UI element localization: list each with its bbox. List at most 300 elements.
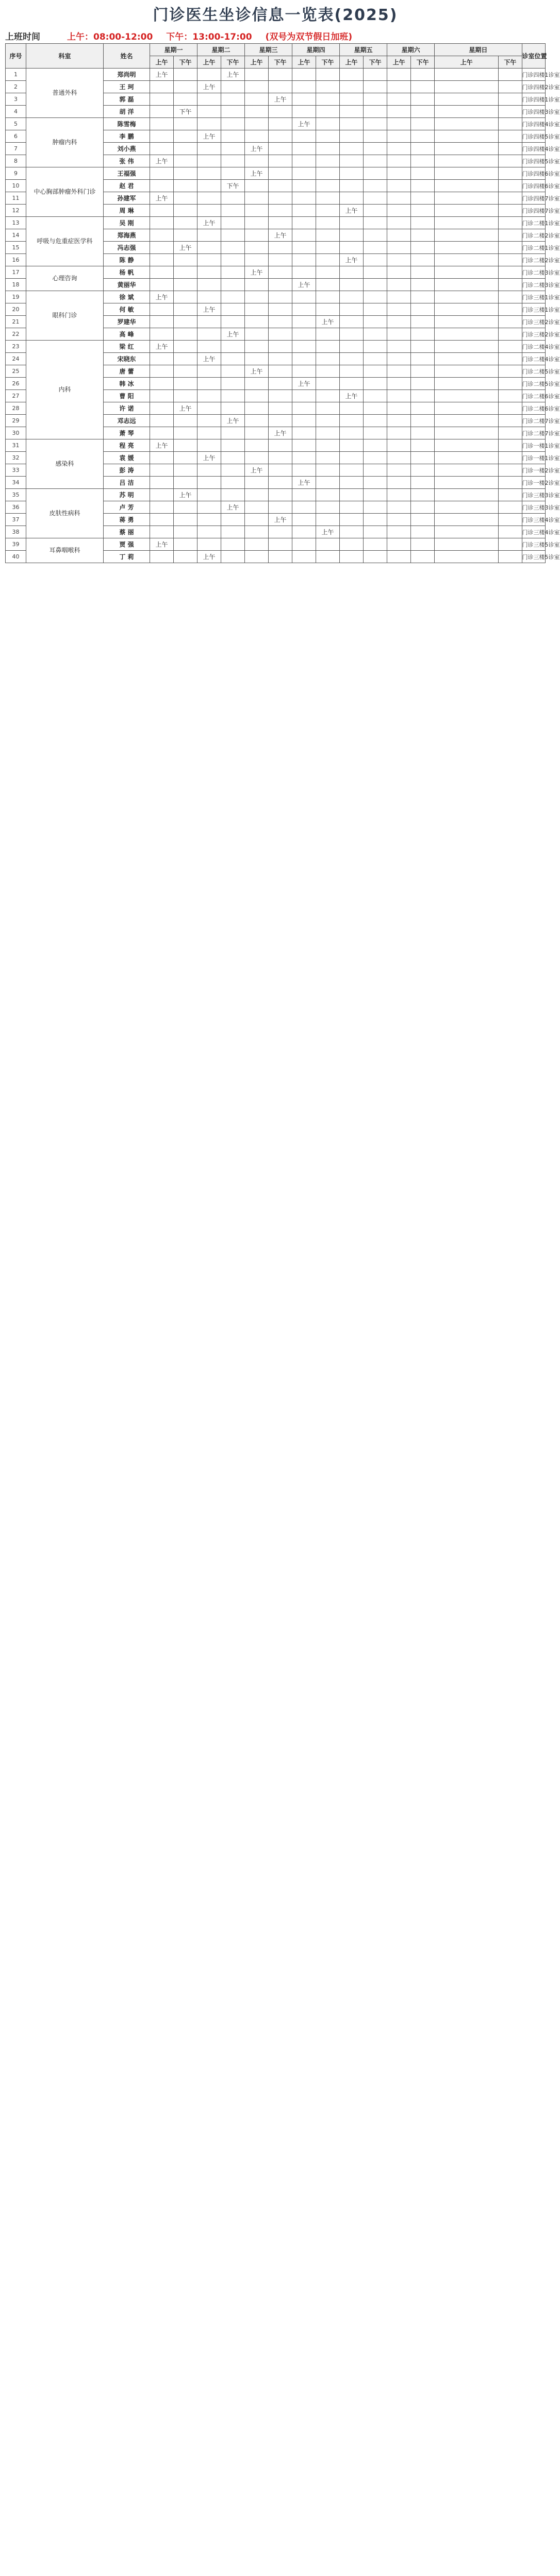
room-location: 门诊二楼4诊室: [522, 353, 545, 365]
schedule-slot: [499, 551, 522, 563]
schedule-slot: [197, 328, 221, 341]
schedule-slot: [364, 155, 387, 167]
schedule-slot: [150, 452, 174, 464]
schedule-slot: [435, 93, 499, 106]
schedule-slot: 上午: [292, 118, 316, 130]
room-location: 门诊四楼5诊室: [522, 155, 545, 167]
schedule-slot: [316, 303, 340, 316]
doctor-name: 胡 洋: [104, 106, 150, 118]
schedule-slot: [435, 81, 499, 93]
schedule-slot: [316, 118, 340, 130]
schedule-slot: [269, 439, 292, 452]
schedule-slot: [150, 489, 174, 501]
doctor-name: 黄丽华: [104, 279, 150, 291]
schedule-slot: [316, 477, 340, 489]
schedule-slot: [150, 143, 174, 155]
schedule-slot: [292, 254, 316, 266]
schedule-slot: [292, 415, 316, 427]
schedule-slot: [435, 180, 499, 192]
schedule-slot: [221, 390, 245, 402]
schedule-slot: [411, 143, 435, 155]
doctor-name: 许 诺: [104, 402, 150, 415]
schedule-slot: [387, 303, 411, 316]
schedule-slot: [364, 118, 387, 130]
schedule-slot: [197, 167, 221, 180]
schedule-slot: [316, 328, 340, 341]
schedule-slot: [292, 167, 316, 180]
schedule-slot: [387, 378, 411, 390]
row-number: 38: [6, 526, 26, 538]
schedule-slot: [316, 551, 340, 563]
schedule-slot: [269, 452, 292, 464]
schedule-slot: [499, 242, 522, 254]
schedule-slot: [292, 427, 316, 439]
hours-note: (双号为双节假日加班): [265, 31, 353, 42]
schedule-slot: [174, 390, 197, 402]
room-location: 门诊四楼4诊室: [522, 143, 545, 155]
schedule-slot: [292, 551, 316, 563]
schedule-slot: [435, 439, 499, 452]
schedule-slot: [340, 501, 364, 514]
schedule-slot: [150, 501, 174, 514]
schedule-slot: [340, 514, 364, 526]
room-location: 门诊三楼4诊室: [522, 526, 545, 538]
schedule-slot: 上午: [245, 266, 269, 279]
schedule-slot: [411, 526, 435, 538]
col-am: 上午: [435, 56, 499, 69]
schedule-slot: 上午: [245, 464, 269, 477]
doctor-name: 韩 冰: [104, 378, 150, 390]
schedule-slot: [316, 514, 340, 526]
schedule-slot: [269, 106, 292, 118]
schedule-slot: [387, 390, 411, 402]
department-name: 肿瘤内科: [26, 118, 104, 167]
schedule-slot: [245, 341, 269, 353]
department-name: 感染科: [26, 439, 104, 489]
schedule-slot: [364, 266, 387, 279]
schedule-slot: [435, 291, 499, 303]
col-pm: 下午: [411, 56, 435, 69]
schedule-slot: [269, 341, 292, 353]
room-location: 门诊四楼5诊室: [522, 130, 545, 143]
schedule-slot: [316, 143, 340, 155]
schedule-slot: [411, 390, 435, 402]
schedule-slot: [411, 291, 435, 303]
schedule-slot: [499, 180, 522, 192]
doctor-name: 郑海燕: [104, 229, 150, 242]
schedule-slot: [316, 353, 340, 365]
schedule-slot: [197, 279, 221, 291]
schedule-slot: [387, 155, 411, 167]
schedule-slot: [269, 279, 292, 291]
room-location: 门诊四楼1诊室: [522, 69, 545, 81]
schedule-slot: [245, 402, 269, 415]
schedule-slot: [364, 464, 387, 477]
schedule-slot: [411, 118, 435, 130]
doctor-name: 罗建华: [104, 316, 150, 328]
schedule-slot: [269, 538, 292, 551]
schedule-slot: [499, 501, 522, 514]
schedule-slot: [174, 316, 197, 328]
schedule-slot: [316, 279, 340, 291]
schedule-slot: [435, 477, 499, 489]
schedule-slot: [435, 130, 499, 143]
room-location: 门诊二楼7诊室: [522, 427, 545, 439]
schedule-slot: [499, 217, 522, 229]
hours-label: 上班时间: [5, 31, 40, 42]
schedule-slot: [411, 106, 435, 118]
department-name: 普通外科: [26, 69, 104, 118]
schedule-slot: [435, 551, 499, 563]
doctor-name: 何 敏: [104, 303, 150, 316]
schedule-slot: [245, 229, 269, 242]
room-location: 门诊四楼7诊室: [522, 205, 545, 217]
col-am: 上午: [197, 56, 221, 69]
schedule-slot: [197, 390, 221, 402]
schedule-slot: [292, 439, 316, 452]
schedule-slot: [499, 402, 522, 415]
schedule-slot: [245, 452, 269, 464]
schedule-slot: [364, 402, 387, 415]
schedule-slot: [435, 155, 499, 167]
schedule-slot: 上午: [150, 291, 174, 303]
schedule-slot: [292, 242, 316, 254]
schedule-slot: [340, 538, 364, 551]
schedule-slot: [269, 415, 292, 427]
schedule-slot: [340, 452, 364, 464]
schedule-slot: [499, 81, 522, 93]
schedule-slot: [150, 229, 174, 242]
schedule-slot: 上午: [292, 279, 316, 291]
schedule-slot: [499, 93, 522, 106]
schedule-slot: [364, 81, 387, 93]
schedule-slot: [364, 106, 387, 118]
schedule-slot: [499, 526, 522, 538]
table-row: [6, 538, 546, 551]
schedule-slot: [411, 316, 435, 328]
schedule-slot: [269, 143, 292, 155]
schedule-slot: [387, 514, 411, 526]
schedule-slot: 上午: [150, 155, 174, 167]
schedule-slot: [174, 118, 197, 130]
schedule-slot: [174, 291, 197, 303]
schedule-slot: [174, 155, 197, 167]
schedule-slot: [174, 526, 197, 538]
schedule-slot: [316, 155, 340, 167]
schedule-slot: [221, 526, 245, 538]
schedule-slot: [197, 229, 221, 242]
schedule-slot: [221, 477, 245, 489]
row-number: 31: [6, 439, 26, 452]
schedule-slot: [269, 316, 292, 328]
schedule-slot: [435, 205, 499, 217]
schedule-slot: [316, 365, 340, 378]
schedule-slot: [174, 217, 197, 229]
col-dept: 科室: [26, 44, 104, 69]
schedule-slot: [269, 303, 292, 316]
schedule-slot: [435, 229, 499, 242]
schedule-slot: [499, 538, 522, 551]
schedule-slot: [269, 489, 292, 501]
room-location: 门诊二楼5诊室: [522, 365, 545, 378]
schedule-slot: [245, 514, 269, 526]
doctor-name: 袁 媛: [104, 452, 150, 464]
table-row: [6, 266, 546, 279]
row-number: 14: [6, 229, 26, 242]
schedule-slot: [292, 130, 316, 143]
schedule-slot: [221, 143, 245, 155]
schedule-slot: [292, 229, 316, 242]
schedule-slot: [435, 242, 499, 254]
doctor-name: 蒋 勇: [104, 514, 150, 526]
schedule-slot: [435, 254, 499, 266]
schedule-slot: [292, 365, 316, 378]
schedule-slot: [435, 106, 499, 118]
schedule-slot: [197, 427, 221, 439]
schedule-slot: [245, 303, 269, 316]
schedule-slot: [340, 155, 364, 167]
col-location: 诊室位置: [522, 44, 545, 69]
schedule-slot: [150, 106, 174, 118]
doctor-name: 杨 帆: [104, 266, 150, 279]
row-number: 11: [6, 192, 26, 205]
schedule-table: [5, 43, 560, 563]
schedule-slot: [197, 526, 221, 538]
schedule-slot: [411, 81, 435, 93]
schedule-slot: [174, 266, 197, 279]
schedule-slot: 上午: [150, 538, 174, 551]
schedule-slot: [245, 205, 269, 217]
row-number: 37: [6, 514, 26, 526]
schedule-slot: [197, 266, 221, 279]
schedule-slot: [292, 526, 316, 538]
schedule-slot: [221, 316, 245, 328]
doctor-name: 程 亮: [104, 439, 150, 452]
schedule-slot: [499, 514, 522, 526]
schedule-slot: [340, 167, 364, 180]
schedule-slot: [499, 452, 522, 464]
room-location: 门诊四楼2诊室: [522, 81, 545, 93]
table-row: [6, 291, 546, 303]
schedule-slot: [340, 353, 364, 365]
schedule-slot: [340, 378, 364, 390]
schedule-slot: [316, 452, 340, 464]
schedule-slot: [340, 439, 364, 452]
row-number: 30: [6, 427, 26, 439]
row-number: 17: [6, 266, 26, 279]
schedule-slot: [269, 217, 292, 229]
row-number: 24: [6, 353, 26, 365]
schedule-slot: [364, 254, 387, 266]
schedule-slot: [221, 538, 245, 551]
schedule-slot: [499, 69, 522, 81]
schedule-slot: [221, 402, 245, 415]
schedule-slot: [197, 341, 221, 353]
row-number: 13: [6, 217, 26, 229]
schedule-slot: [411, 538, 435, 551]
schedule-slot: [174, 81, 197, 93]
department-name: 心理咨询: [26, 266, 104, 291]
schedule-slot: [269, 69, 292, 81]
row-number: 39: [6, 538, 26, 551]
room-location: 门诊三楼2诊室: [522, 316, 545, 328]
schedule-slot: [364, 353, 387, 365]
schedule-slot: [435, 69, 499, 81]
doctor-name: 贾 强: [104, 538, 150, 551]
schedule-slot: [292, 390, 316, 402]
schedule-slot: [435, 303, 499, 316]
schedule-slot: [499, 378, 522, 390]
schedule-slot: [316, 180, 340, 192]
schedule-slot: [435, 217, 499, 229]
schedule-slot: [411, 514, 435, 526]
schedule-slot: [174, 538, 197, 551]
schedule-slot: [221, 291, 245, 303]
schedule-slot: [150, 303, 174, 316]
row-number: 20: [6, 303, 26, 316]
schedule-slot: [269, 501, 292, 514]
schedule-slot: [387, 551, 411, 563]
schedule-slot: [197, 254, 221, 266]
schedule-slot: [316, 341, 340, 353]
schedule-slot: [411, 551, 435, 563]
room-location: 门诊四楼6诊室: [522, 180, 545, 192]
schedule-slot: [150, 205, 174, 217]
schedule-slot: [435, 501, 499, 514]
schedule-slot: [499, 106, 522, 118]
schedule-slot: [364, 279, 387, 291]
schedule-slot: [340, 279, 364, 291]
schedule-slot: [435, 341, 499, 353]
schedule-slot: [387, 365, 411, 378]
schedule-slot: [340, 415, 364, 427]
schedule-slot: [411, 477, 435, 489]
page-title: 门诊医生坐诊信息一览表(2025): [153, 6, 398, 24]
schedule-slot: [340, 402, 364, 415]
doctor-name: 郭 磊: [104, 93, 150, 106]
hours-am: 上午：08:00-12:00: [67, 31, 153, 42]
schedule-slot: 上午: [150, 341, 174, 353]
row-number: 6: [6, 130, 26, 143]
schedule-slot: [340, 477, 364, 489]
department-name: 眼科门诊: [26, 291, 104, 341]
schedule-slot: [364, 130, 387, 143]
room-location: 门诊二楼1诊室: [522, 217, 545, 229]
schedule-slot: [387, 254, 411, 266]
doctor-name: 苏 明: [104, 489, 150, 501]
col-doctor: 姓名: [104, 44, 150, 69]
schedule-slot: [269, 551, 292, 563]
schedule-slot: [174, 551, 197, 563]
col-pm: 下午: [499, 56, 522, 69]
hours-row: [5, 28, 546, 43]
col-pm: 下午: [174, 56, 197, 69]
schedule-slot: [221, 229, 245, 242]
schedule-slot: [340, 106, 364, 118]
schedule-slot: [499, 365, 522, 378]
row-number: 15: [6, 242, 26, 254]
schedule-slot: [435, 167, 499, 180]
schedule-slot: [364, 551, 387, 563]
schedule-slot: [197, 93, 221, 106]
schedule-slot: [197, 242, 221, 254]
schedule-slot: [316, 81, 340, 93]
schedule-slot: [499, 427, 522, 439]
schedule-slot: [499, 167, 522, 180]
department-name: 耳鼻咽喉科: [26, 538, 104, 563]
schedule-slot: [435, 427, 499, 439]
schedule-slot: [387, 341, 411, 353]
schedule-slot: 上午: [245, 143, 269, 155]
schedule-slot: 上午: [292, 477, 316, 489]
schedule-slot: [150, 118, 174, 130]
schedule-slot: [387, 205, 411, 217]
col-am: 上午: [245, 56, 269, 69]
schedule-slot: [411, 415, 435, 427]
row-number: 35: [6, 489, 26, 501]
schedule-slot: [316, 501, 340, 514]
row-number: 34: [6, 477, 26, 489]
schedule-slot: [245, 155, 269, 167]
schedule-slot: [340, 81, 364, 93]
table-row: [6, 167, 546, 180]
schedule-slot: [364, 452, 387, 464]
room-location: 门诊二楼6诊室: [522, 390, 545, 402]
schedule-slot: [411, 279, 435, 291]
schedule-slot: [221, 93, 245, 106]
schedule-slot: [245, 180, 269, 192]
schedule-slot: [245, 427, 269, 439]
schedule-slot: [364, 217, 387, 229]
schedule-slot: [499, 464, 522, 477]
schedule-slot: [411, 464, 435, 477]
schedule-slot: [292, 155, 316, 167]
schedule-slot: [269, 390, 292, 402]
schedule-slot: [269, 477, 292, 489]
room-location: 门诊一楼2诊室: [522, 464, 545, 477]
schedule-slot: [316, 229, 340, 242]
schedule-slot: [292, 452, 316, 464]
schedule-slot: [292, 93, 316, 106]
room-location: 门诊四楼4诊室: [522, 118, 545, 130]
schedule-slot: [245, 130, 269, 143]
schedule-slot: [174, 341, 197, 353]
schedule-slot: 上午: [221, 415, 245, 427]
schedule-slot: 上午: [197, 130, 221, 143]
schedule-slot: [316, 254, 340, 266]
schedule-slot: [174, 452, 197, 464]
schedule-slot: 上午: [197, 452, 221, 464]
schedule-slot: [197, 69, 221, 81]
schedule-slot: [292, 464, 316, 477]
doctor-name: 王福强: [104, 167, 150, 180]
doctor-name: 唐 蕾: [104, 365, 150, 378]
schedule-slot: [221, 378, 245, 390]
schedule-slot: [316, 291, 340, 303]
schedule-slot: [292, 81, 316, 93]
schedule-slot: [340, 316, 364, 328]
schedule-slot: 上午: [245, 167, 269, 180]
col-am: 上午: [340, 56, 364, 69]
doctor-name: 徐 斌: [104, 291, 150, 303]
schedule-slot: [150, 464, 174, 477]
col-wed: 星期三: [245, 44, 292, 56]
schedule-slot: [411, 217, 435, 229]
schedule-slot: [221, 489, 245, 501]
schedule-slot: [364, 489, 387, 501]
schedule-slot: [245, 106, 269, 118]
schedule-slot: [499, 390, 522, 402]
